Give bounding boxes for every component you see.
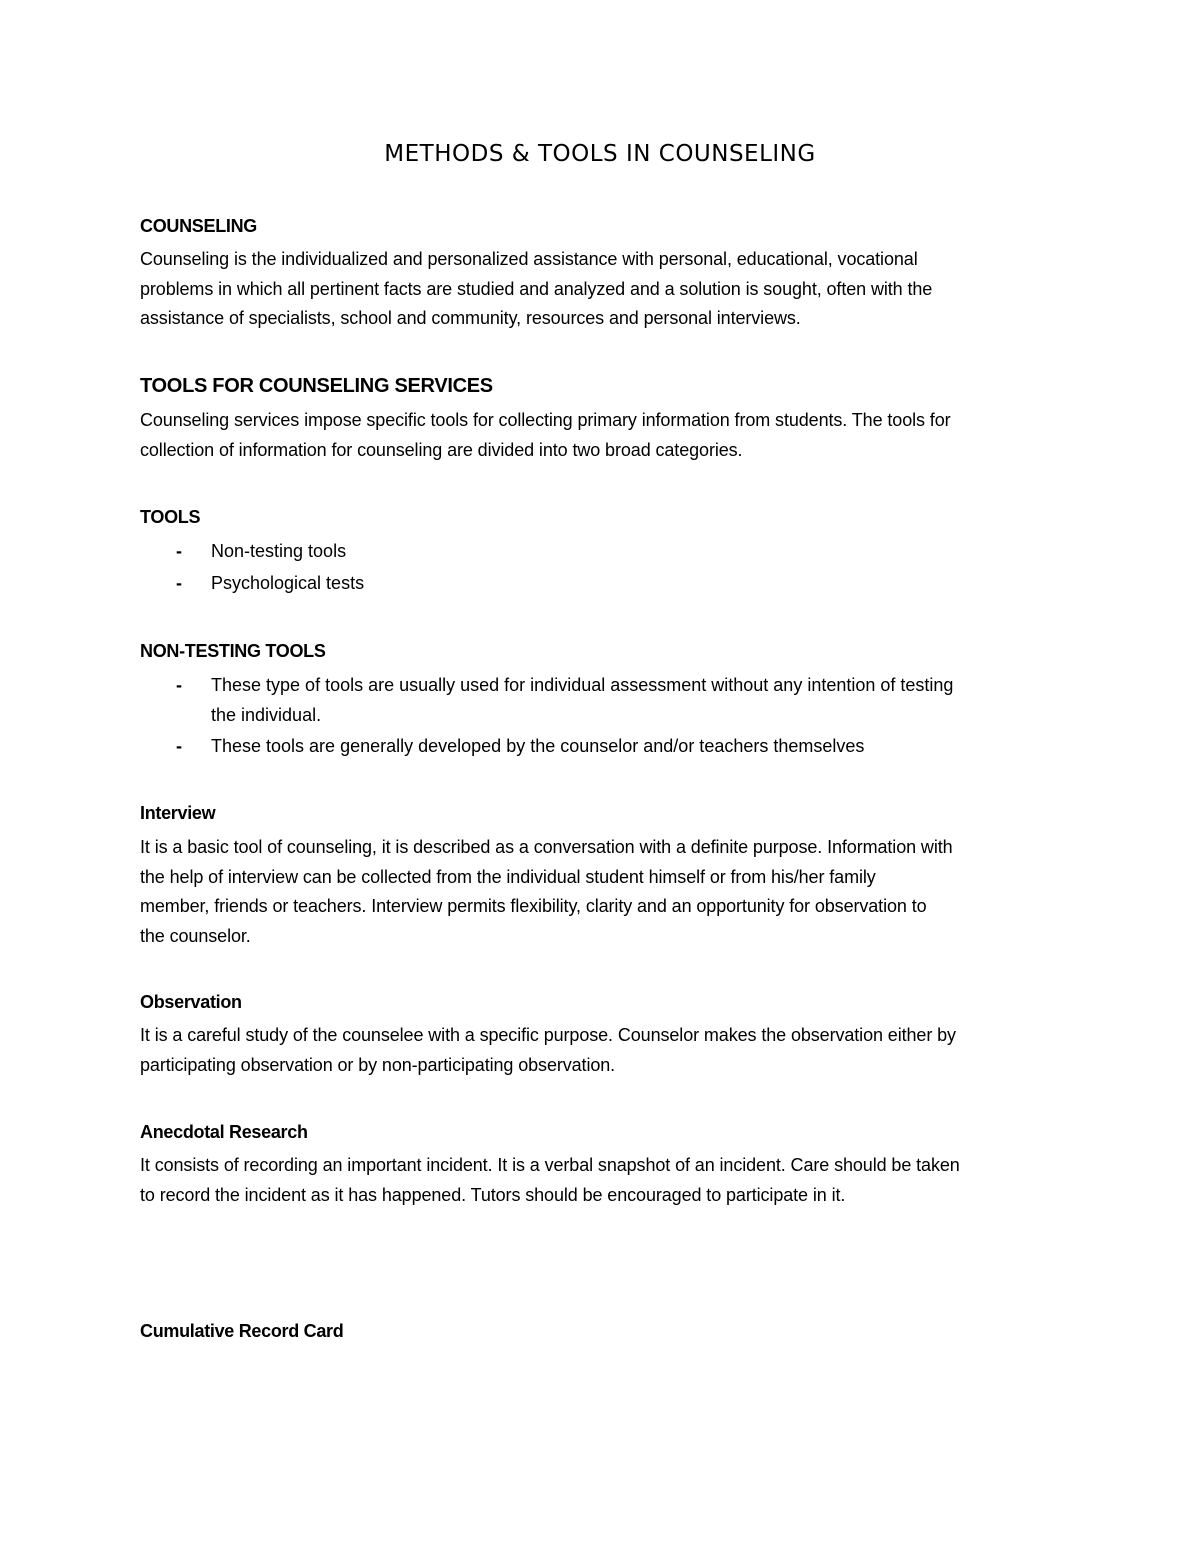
text-line: participating observation or by non-participating observation. — [140, 1054, 616, 1075]
non-testing-list — [140, 671, 1060, 764]
bullet-dash: - — [176, 675, 182, 695]
list-item-text: These type of tools are usually used for individual assessment without any intention of testing — [211, 675, 954, 695]
section-heading-cumulative: Cumulative Record Card — [140, 1321, 344, 1341]
text-line: assistance of specialists, school and community, resources and personal interviews. — [140, 308, 801, 328]
paragraph-tools-services — [140, 406, 1060, 465]
section-heading-tools-services: TOOLS FOR COUNSELING SERVICES — [140, 375, 493, 397]
text-line: the help of interview can be collected from the individual student himself or from his/her family — [140, 866, 876, 887]
text-line: problems in which all pertinent facts are studied and analyzed and a solution is sought, often with the — [140, 278, 933, 299]
tools-list — [140, 537, 1060, 600]
list-item-text: Psychological tests — [211, 572, 365, 593]
text-line: member, friends or teachers. Interview permits flexibility, clarity and an opportunity for observation to — [140, 896, 927, 916]
text-line: Counseling services impose specific tools for collecting primary information from students. The tools for — [140, 410, 951, 430]
page-title: METHODS & TOOLS IN COUNSELING — [384, 141, 816, 167]
list-item-text: Non-testing tools — [211, 541, 347, 561]
list-item-text: These tools are generally developed by the counselor and/or teachers themselves — [211, 736, 865, 756]
list-item — [140, 569, 1060, 599]
text-line: It is a careful study of the counselee with a specific purpose. Counselor makes the observation either by — [140, 1025, 956, 1045]
section-heading-non-testing: NON-TESTING TOOLS — [140, 641, 326, 661]
text-line: It consists of recording an important incident. It is a verbal snapshot of an incident. Care should be taken — [140, 1155, 960, 1175]
section-heading-tools: TOOLS — [140, 507, 201, 527]
text-line: the counselor. — [140, 925, 251, 946]
text-line: Counseling is the individualized and personalized assistance with personal, educational, vocational — [140, 249, 918, 269]
bullet-dash: - — [176, 541, 182, 561]
paragraph-observation — [140, 1021, 1060, 1080]
paragraph-interview — [140, 833, 1060, 951]
bullet-dash: - — [176, 572, 182, 593]
paragraph-anecdotal — [140, 1151, 1060, 1210]
section-heading-anecdotal: Anecdotal Research — [140, 1122, 308, 1142]
bullet-dash: - — [176, 736, 182, 756]
section-heading-observation: Observation — [140, 992, 242, 1012]
text-line: It is a basic tool of counseling, it is described as a conversation with a definite purpose. Information with — [140, 837, 953, 857]
paragraph-counseling — [140, 245, 1060, 334]
section-heading-counseling: COUNSELING — [140, 216, 258, 236]
list-item — [140, 671, 1060, 730]
list-item-text: the individual. — [211, 704, 322, 725]
section-heading-interview: Interview — [140, 803, 216, 823]
text-line: collection of information for counseling are divided into two broad categories. — [140, 439, 743, 460]
list-item — [140, 732, 1060, 762]
text-line: to record the incident as it has happened. Tutors should be encouraged to participate in it. — [140, 1184, 846, 1205]
list-item — [140, 537, 1060, 567]
